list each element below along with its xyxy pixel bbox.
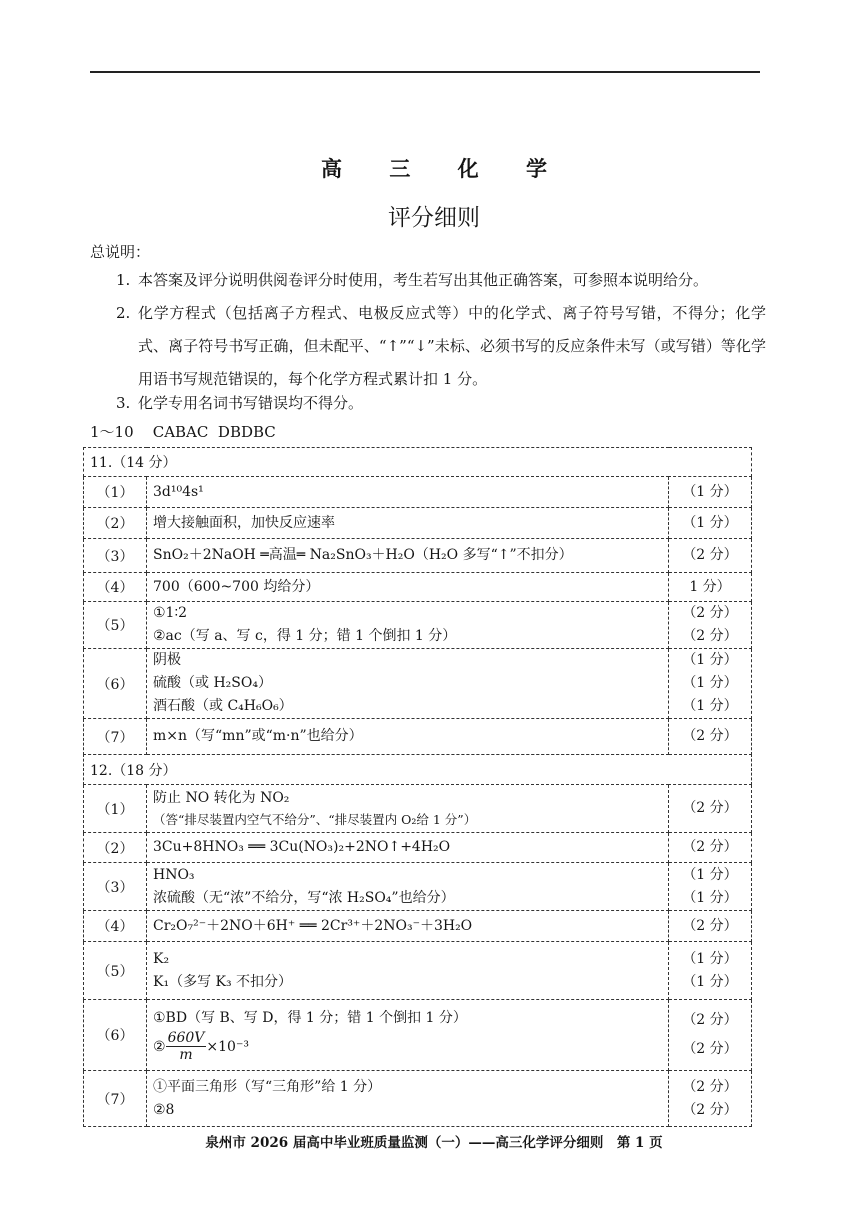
answer-cell xyxy=(147,863,669,911)
q-number: （2） xyxy=(84,508,147,539)
score: （2 分） xyxy=(682,1101,738,1118)
answer-cell xyxy=(147,602,669,649)
table-row xyxy=(84,649,752,719)
answer-line: K₂ xyxy=(153,950,170,967)
answer-cell xyxy=(147,477,669,508)
score: （2 分） xyxy=(682,547,738,563)
score: （2 分） xyxy=(682,839,738,855)
q-number: （5） xyxy=(84,942,147,1000)
table-row xyxy=(84,508,752,539)
rule-3 xyxy=(116,387,766,420)
answer-cell xyxy=(147,573,669,602)
q-number: （3） xyxy=(84,539,147,573)
table-row xyxy=(84,719,752,755)
page-footer: 泉州市 2026 届高中毕业班质量监测（一）——高三化学评分细则 第 1 页 xyxy=(205,1135,663,1151)
rule-text: 化学专用名词书写错误均不得分。 xyxy=(138,394,364,412)
rule-number: 3. xyxy=(116,394,131,412)
answer-cell xyxy=(147,719,669,755)
answer-line: 700（600~700 均给分） xyxy=(153,578,320,595)
answer-line: HNO₃ xyxy=(153,866,195,883)
answer-cell xyxy=(147,539,669,573)
answer-line: 增大接触面积，加快反应速率 xyxy=(153,514,335,531)
score-cell xyxy=(669,1000,752,1071)
top-rule xyxy=(90,71,760,73)
mcq-range: 1～10 xyxy=(90,423,134,441)
score-cell xyxy=(669,602,752,649)
mcq-answers xyxy=(90,421,276,442)
answer-line-fraction xyxy=(153,1030,662,1064)
mcq-group-2: DBDBC xyxy=(217,423,276,441)
page-subtitle: 评分细则 xyxy=(388,205,480,231)
q11-table xyxy=(83,447,752,755)
table-row xyxy=(84,1000,752,1071)
answer-line: K₁（多写 K₃ 不扣分） xyxy=(153,973,293,990)
q12-table xyxy=(83,754,752,1127)
score: （1 分） xyxy=(682,652,738,668)
answer-line: 酒石酸（或 C₄H₆O₆） xyxy=(153,698,293,714)
score: （2 分） xyxy=(682,628,738,644)
q-number: （1） xyxy=(84,785,147,833)
score: （1 分） xyxy=(682,483,738,500)
answer-cell xyxy=(147,942,669,1000)
q11-heading: 11.（14 分） xyxy=(84,448,752,477)
answer-cell xyxy=(147,1000,669,1071)
fraction xyxy=(166,1030,207,1063)
score-cell xyxy=(669,1071,752,1127)
rule-number: 1. xyxy=(116,271,131,289)
answer-prefix: ② xyxy=(153,1038,166,1055)
fraction-tail: ×10⁻³ xyxy=(206,1038,249,1055)
score-cell xyxy=(669,942,752,1000)
score: （2 分） xyxy=(682,1041,738,1057)
score: （2 分） xyxy=(682,1078,738,1095)
answer-cell xyxy=(147,833,669,863)
score-cell xyxy=(669,911,752,942)
answer-line: ①1∶2 xyxy=(153,605,188,621)
answer-cell xyxy=(147,911,669,942)
answer-cell xyxy=(147,649,669,719)
table-row xyxy=(84,942,752,1000)
page-title: 高 三 化 学 xyxy=(321,156,567,181)
score: （1 分） xyxy=(682,866,738,883)
general-label: 总说明： xyxy=(90,243,151,261)
table-row xyxy=(84,911,752,942)
mcq-group-1: CABAC xyxy=(152,423,209,441)
table-row xyxy=(84,863,752,911)
answer-line: 阴极 xyxy=(153,652,181,668)
score-cell xyxy=(669,785,752,833)
table-row xyxy=(84,602,752,649)
score-cell xyxy=(669,649,752,719)
q-number: （7） xyxy=(84,719,147,755)
table-row xyxy=(84,1071,752,1127)
score: （2 分） xyxy=(682,605,738,621)
answer-cell xyxy=(147,1071,669,1127)
score: （1 分） xyxy=(682,889,738,906)
fraction-numerator: 660V xyxy=(167,1030,205,1046)
score-cell xyxy=(669,833,752,863)
q-number: （6） xyxy=(84,649,147,719)
score: （1 分） xyxy=(682,675,738,691)
q12-heading: 12.（18 分） xyxy=(84,755,752,785)
rule-1 xyxy=(116,264,766,297)
score: （1 分） xyxy=(682,514,738,531)
score-cell xyxy=(669,573,752,602)
answer-line: 3d¹⁰4s¹ xyxy=(153,483,204,500)
answer-line: 3Cu+8HNO₃ ══ 3Cu(NO₃)₂+2NO↑+4H₂O xyxy=(153,839,451,855)
q-number: （3） xyxy=(84,863,147,911)
score: （1 分） xyxy=(682,698,738,714)
q-number: （4） xyxy=(84,573,147,602)
table-row xyxy=(84,539,752,573)
rule-text: 化学方程式（包括离子方程式、电极反应式等）中的化学式、离子符号写错，不得分；化学式、离子符号书写正确，但未配平、“↑”“↓”未标、必须书写的反应条件未写（或写错）等化学用语书写规范错误的，每个化学方程式累计扣 1 分。 xyxy=(138,304,766,388)
score: 1 分） xyxy=(689,578,731,595)
q-number: （6） xyxy=(84,1000,147,1071)
fraction-denominator: m xyxy=(179,1047,193,1063)
q-number: （2） xyxy=(84,833,147,863)
score-cell xyxy=(669,863,752,911)
q-number: （4） xyxy=(84,911,147,942)
answer-line: m×n（写“mn”或“m·n”也给分） xyxy=(153,728,363,744)
table-row xyxy=(84,833,752,863)
answer-line: ②8 xyxy=(153,1101,175,1118)
score: （1 分） xyxy=(682,973,738,990)
score: （2 分） xyxy=(682,800,738,816)
answer-note: （答“排尽装置内空气不给分”、“排尽装置内 O₂给 1 分”） xyxy=(153,812,477,827)
score-cell xyxy=(669,719,752,755)
answer-cell xyxy=(147,508,669,539)
table-row xyxy=(84,477,752,508)
answer-line: ②ac（写 a、写 c，得 1 分；错 1 个倒扣 1 分） xyxy=(153,628,457,644)
answer-line: SnO₂＋2NaOH ═高温═ Na₂SnO₃＋H₂O（H₂O 多写“↑”不扣分） xyxy=(153,547,573,563)
rule-number: 2. xyxy=(116,304,131,322)
answer-line: ①平面三角形（写“三角形”给 1 分） xyxy=(153,1078,382,1095)
answer-line: Cr₂O₇²⁻＋2NO＋6H⁺ ══ 2Cr³⁺＋2NO₃⁻＋3H₂O xyxy=(153,917,473,934)
rule-text: 本答案及评分说明供阅卷评分时使用，考生若写出其他正确答案，可参照本说明给分。 xyxy=(138,271,709,289)
answer-cell xyxy=(147,785,669,833)
score-cell xyxy=(669,508,752,539)
answer-line: 硫酸（或 H₂SO₄） xyxy=(153,675,272,691)
score: （1 分） xyxy=(682,950,738,967)
rule-2 xyxy=(116,297,766,396)
score-cell xyxy=(669,539,752,573)
table-row xyxy=(84,573,752,602)
q-number: （1） xyxy=(84,477,147,508)
score: （2 分） xyxy=(682,917,738,934)
answer-line: ①BD（写 B、写 D，得 1 分；错 1 个倒扣 1 分） xyxy=(153,1009,467,1026)
table-row xyxy=(84,785,752,833)
q-number: （5） xyxy=(84,602,147,649)
score: （2 分） xyxy=(682,1012,738,1028)
answer-line: 浓硫酸（无“浓”不给分，写“浓 H₂SO₄”也给分） xyxy=(153,889,455,906)
score: （2 分） xyxy=(682,728,738,744)
score-cell xyxy=(669,477,752,508)
answer-line: 防止 NO 转化为 NO₂ xyxy=(153,790,290,806)
q-number: （7） xyxy=(84,1071,147,1127)
